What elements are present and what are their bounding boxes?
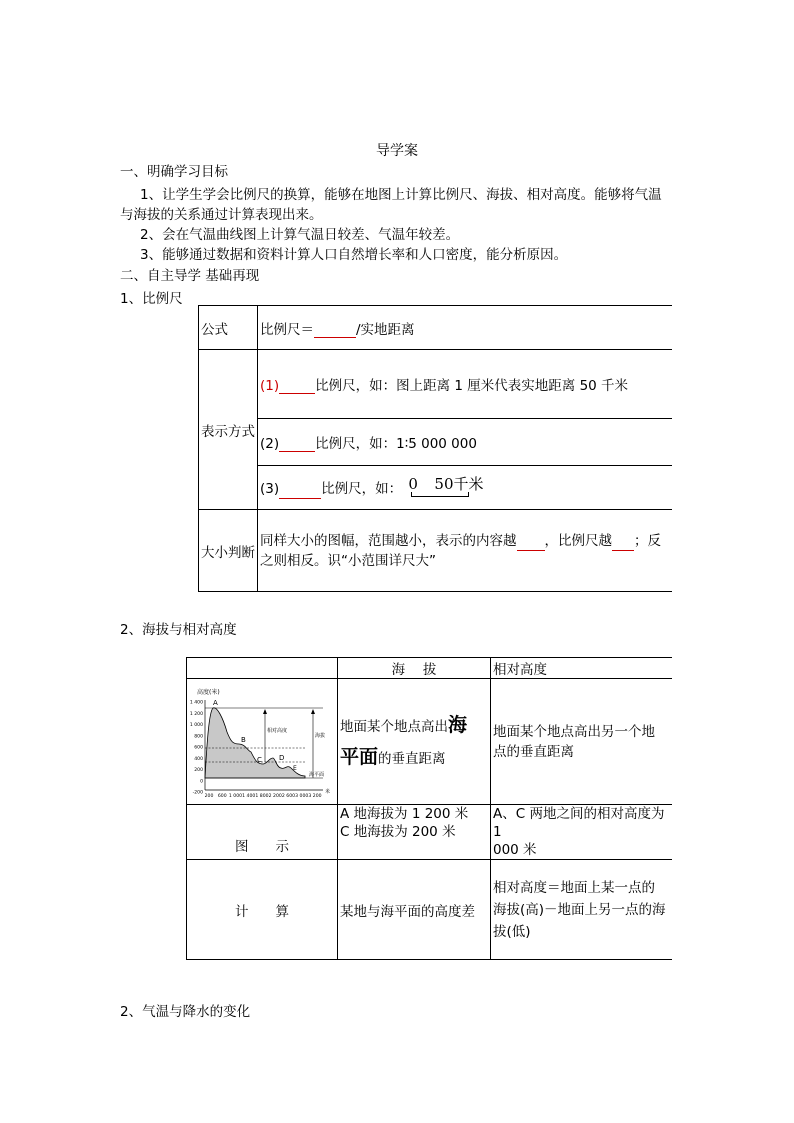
formula-blank xyxy=(314,323,356,338)
diag-alt-cell xyxy=(338,805,491,860)
diag-rel-line1: A、C 两地之间的相对高度为 1 xyxy=(493,806,665,840)
point-a: A xyxy=(213,698,218,707)
y-tick-label: -200 xyxy=(192,790,203,795)
col-relative: 相对高度 xyxy=(491,658,673,679)
label-relative: 相对高度 xyxy=(267,727,288,734)
calc-rel-line1: 相对高度＝地面上某一点的 xyxy=(493,879,655,896)
x-tick-label: 600 xyxy=(217,793,227,799)
scale-zero: 0 xyxy=(408,474,418,493)
diagram-y-ticks xyxy=(190,699,203,795)
form3-blank xyxy=(279,484,321,499)
formula-cell xyxy=(258,306,673,350)
diagram-cell xyxy=(187,679,338,805)
label-sea: 海平面 xyxy=(309,771,325,778)
y-tick-label: 800 xyxy=(194,733,203,739)
x-tick-label: 200 xyxy=(204,793,214,799)
corner-cell xyxy=(187,658,338,679)
def-altitude-big2: 平面 xyxy=(340,745,379,768)
goal2: 2、会在气温曲线图上计算气温日较差、气温年较差。 xyxy=(140,227,460,243)
diagram-x-ticks xyxy=(205,793,322,799)
x-tick-label: 3 000 xyxy=(295,793,309,799)
sub3-heading: 2、气温与降水的变化 xyxy=(120,1004,251,1020)
judge-cell xyxy=(258,510,673,592)
sub2-heading: 2、海拔与相对高度 xyxy=(120,622,237,638)
forms-label: 表示方式 xyxy=(199,350,258,510)
form1-blank xyxy=(279,379,315,394)
def-altitude-a: 地面某个地点高出 xyxy=(340,718,448,735)
def-altitude-cell xyxy=(338,679,491,805)
diag-rel-cell xyxy=(491,805,673,860)
judge-line1c: ；反 xyxy=(634,532,661,549)
judge-blank1 xyxy=(517,536,545,551)
judge-line1a: 同样大小的图幅，范围越小，表示的内容越 xyxy=(260,532,517,549)
def-relative-line1: 地面某个地点高出另一个地 xyxy=(493,723,655,740)
def-altitude-big1: 海 xyxy=(448,713,468,736)
form2-num: (2) xyxy=(260,436,280,452)
diag-alt-line2: C 地海拔为 200 米 xyxy=(340,824,456,840)
goal3: 3、能够通过数据和资料计算人口自然增长率和人口密度，能分析原因。 xyxy=(140,247,568,263)
scale-bar xyxy=(411,492,469,497)
def-relative-cell xyxy=(491,679,673,805)
y-tick-label: 1 400 xyxy=(189,700,203,705)
def-altitude-b: 的垂直距离 xyxy=(378,750,446,767)
x-unit: 米 xyxy=(325,788,331,795)
diag-alt-line1: A 地海拔为 1 200 米 xyxy=(340,806,469,822)
form3-text: 比例尺，如： xyxy=(321,480,403,497)
sub1-heading: 1、比例尺 xyxy=(120,291,183,307)
form1-num: (1) xyxy=(260,378,280,394)
scale-table xyxy=(198,305,672,592)
judge-line1b: ，比例尺越 xyxy=(544,532,612,549)
x-tick-label: 3 200 xyxy=(308,793,322,799)
x-tick-label: 1 000 xyxy=(228,793,243,799)
judge-line2: 之则相反。识“小范围详尺大” xyxy=(260,552,436,569)
y-tick-label: 400 xyxy=(194,756,203,762)
altitude-table xyxy=(186,657,672,960)
section1-heading: 一、明确学习目标 xyxy=(120,164,228,180)
x-tick-label: 1 400 xyxy=(242,793,256,799)
formula-label: 公式 xyxy=(199,306,258,350)
form3-cell xyxy=(258,466,673,510)
goal1-line2: 与海拔的关系通过计算表现出来。 xyxy=(120,207,323,223)
calc-rel-cell xyxy=(491,860,673,960)
formula-suffix: /实地距离 xyxy=(356,321,415,338)
form1-cell xyxy=(258,350,673,419)
x-tick-label: 1 800 xyxy=(255,793,269,799)
goal1-line1: 1、让学生学会比例尺的换算，能够在地图上计算比例尺、海拔、相对高度。能够将气温 xyxy=(140,187,662,203)
col-altitude: 海 拔 xyxy=(338,658,491,679)
point-b: B xyxy=(241,735,246,744)
form2-text: 比例尺，如：1∶5 000 000 xyxy=(315,436,477,452)
altitude-arrowhead xyxy=(311,709,315,714)
y-tick-label: 200 xyxy=(194,767,203,773)
calc-rel-line3: 拔(低) xyxy=(493,923,531,940)
scale-value: 50千米 xyxy=(434,474,484,493)
x-tick-label: 2 200 xyxy=(268,793,282,799)
point-c: C xyxy=(257,755,262,764)
diagram-y-title: 高度(米) xyxy=(197,688,220,696)
form2-cell xyxy=(258,419,673,466)
point-d: D xyxy=(279,753,285,762)
y-tick-label: 600 xyxy=(194,745,203,750)
y-tick-label: 0 xyxy=(200,778,203,784)
section2-heading: 二、自主导学 基础再现 xyxy=(120,268,260,284)
y-tick-label: 1 000 xyxy=(189,722,203,728)
formula-prefix: 比例尺＝ xyxy=(260,321,314,338)
judge-label: 大小判断 xyxy=(199,510,258,592)
doc-title: 导学案 xyxy=(376,143,418,159)
line-scale xyxy=(406,474,496,499)
row-diagram-label: 图 示 xyxy=(187,805,338,860)
calc-rel-line2: 海拔(高)－地面上另一点的海 xyxy=(493,901,666,918)
relative-arrowhead xyxy=(263,709,267,714)
row-calc-label: 计 算 xyxy=(187,860,338,960)
def-relative-line2: 点的垂直距离 xyxy=(493,743,574,760)
judge-blank2 xyxy=(612,536,634,551)
elevation-diagram xyxy=(187,682,337,802)
x-tick-label: 2 600 xyxy=(281,793,296,799)
point-e: E xyxy=(293,764,297,772)
terrain-profile xyxy=(205,707,305,777)
diag-rel-line2: 000 米 xyxy=(493,842,537,858)
label-altitude: 海拔 xyxy=(315,732,326,739)
form3-num: (3) xyxy=(260,480,280,497)
form1-text: 比例尺，如：图上距离 1 厘米代表实地距离 50 千米 xyxy=(315,378,629,394)
form2-blank xyxy=(279,437,315,452)
y-tick-label: 1 200 xyxy=(189,711,203,717)
calc-altitude: 某地与海平面的高度差 xyxy=(338,860,491,960)
